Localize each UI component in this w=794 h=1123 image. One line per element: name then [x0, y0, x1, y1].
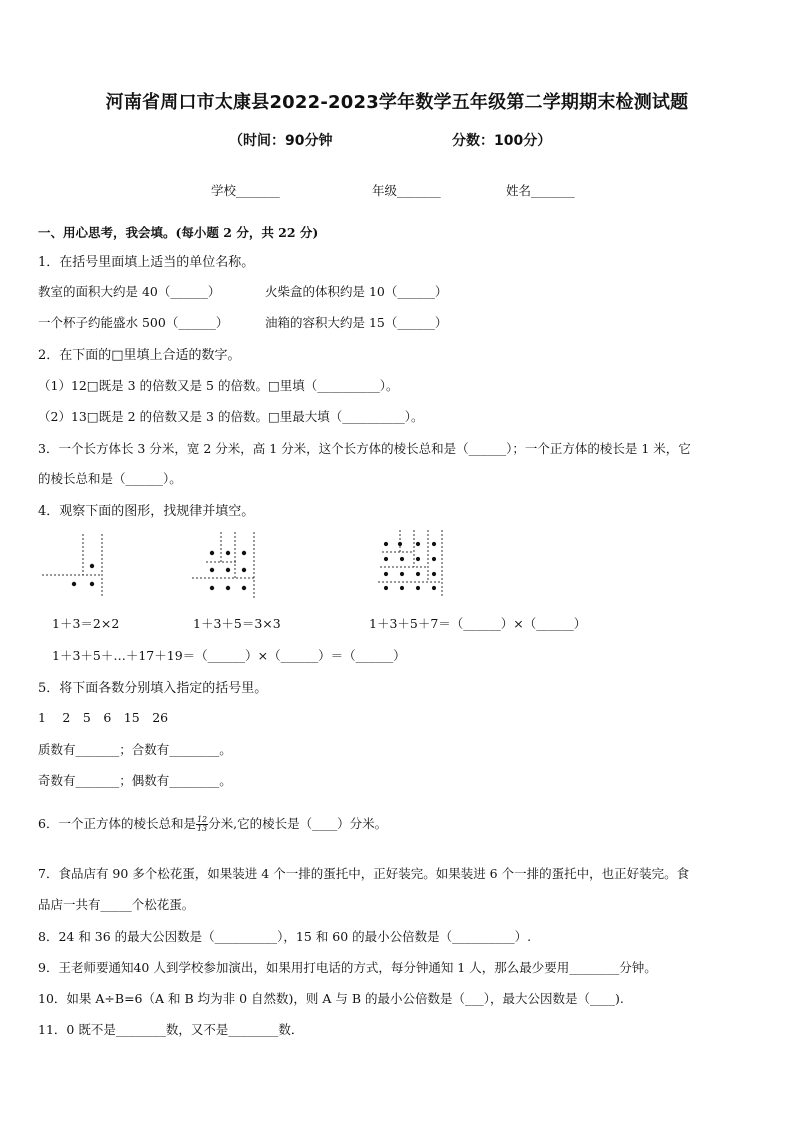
question-7-line1: 7．食品店有 90 多个松花蛋，如果装进 4 个一排的蛋托中，正好装完。如果装进 6 个一排的蛋托中，也正好装完。食 [38, 866, 690, 881]
question-4-formula-2: 1＋3＋5＝3×3 [193, 616, 281, 631]
question-2-a: （1）12□既是 3 的倍数又是 5 的倍数。□里填（__________）。 [38, 378, 399, 393]
question-4-formula-4: 1＋3＋5＋…＋17＋19＝（______）×（______）＝（______） [52, 648, 406, 663]
question-4-stem: 4．观察下面的图形，找规律并填空。 [38, 504, 255, 519]
dot-pattern-figure-2 [188, 528, 268, 600]
fraction [196, 816, 208, 833]
question-5-stem: 5．将下面各数分别填入指定的括号里。 [38, 681, 268, 696]
fraction-numerator: 12 [196, 815, 208, 824]
time-label: （时间：90分钟 [229, 133, 333, 149]
dot-pattern-figure-1 [36, 528, 116, 600]
school-field: 学校_______ [211, 183, 280, 198]
fraction-denominator: 13 [196, 824, 208, 833]
question-3-line2: 的棱长总和是（______）。 [38, 471, 182, 486]
dot-pattern-figure-3 [374, 526, 454, 600]
section-heading: 一、用心思考，我会填。(每小题 2 分，共 22 分) [38, 225, 319, 240]
question-7-line2: 品店一共有_____个松花蛋。 [38, 897, 195, 912]
question-1-c: 一个杯子约能盛水 500（______） [38, 315, 229, 330]
question-3-line1: 3．一个长方体长 3 分米，宽 2 分米，高 1 分米，这个长方体的棱长总和是（______）；一个正方体的棱长是 1 米，它 [38, 441, 691, 456]
question-5-a: 质数有_______；合数有________。 [38, 742, 232, 757]
page-title: 河南省周口市太康县2022-2023学年数学五年级第二学期期末检测试题 [105, 92, 689, 113]
question-8: 8．24 和 36 的最大公因数是（__________），15 和 60 的最小公倍数是（__________）. [38, 929, 532, 944]
question-2-stem: 2．在下面的□里填上合适的数字。 [38, 348, 241, 363]
grade-field: 年级_______ [372, 183, 441, 198]
question-1-stem: 1．在括号里面填上适当的单位名称。 [38, 255, 255, 270]
question-4-formula-1: 1＋3＝2×2 [52, 616, 120, 631]
question-6-pre: 6．一个正方体的棱长总和是 [38, 816, 196, 831]
question-1-a: 教室的面积大约是 40（______） [38, 284, 221, 299]
question-9: 9．王老师要通知40 人到学校参加演出，如果用打电话的方式，每分钟通知 1 人，那么最少要用________分钟。 [38, 960, 657, 975]
question-5-numbers: 1 2 5 6 15 26 [38, 710, 169, 725]
question-2-b: （2）13□既是 2 的倍数又是 3 的倍数。□里最大填（__________）。 [38, 409, 424, 424]
question-5-b: 奇数有_______；偶数有________。 [38, 773, 232, 788]
question-1-d: 油箱的容积大约是 15（______） [265, 315, 448, 330]
score-label: 分数：100分） [452, 133, 552, 149]
question-4-formula-3: 1＋3＋5＋7＝（______）×（______） [369, 616, 587, 631]
question-11: 11．0 既不是________数，又不是________数． [38, 1022, 304, 1037]
question-6 [38, 814, 387, 833]
question-10: 10．如果 A÷B=6（A 和 B 均为非 0 自然数)，则 A 与 B 的最小公倍数是（___），最大公因数是（____). [38, 991, 624, 1006]
question-1-b: 火柴盒的体积约是 10（______） [265, 284, 448, 299]
name-field: 姓名_______ [506, 183, 575, 198]
question-6-post: 分米,它的棱长是（____）分米。 [208, 816, 388, 831]
